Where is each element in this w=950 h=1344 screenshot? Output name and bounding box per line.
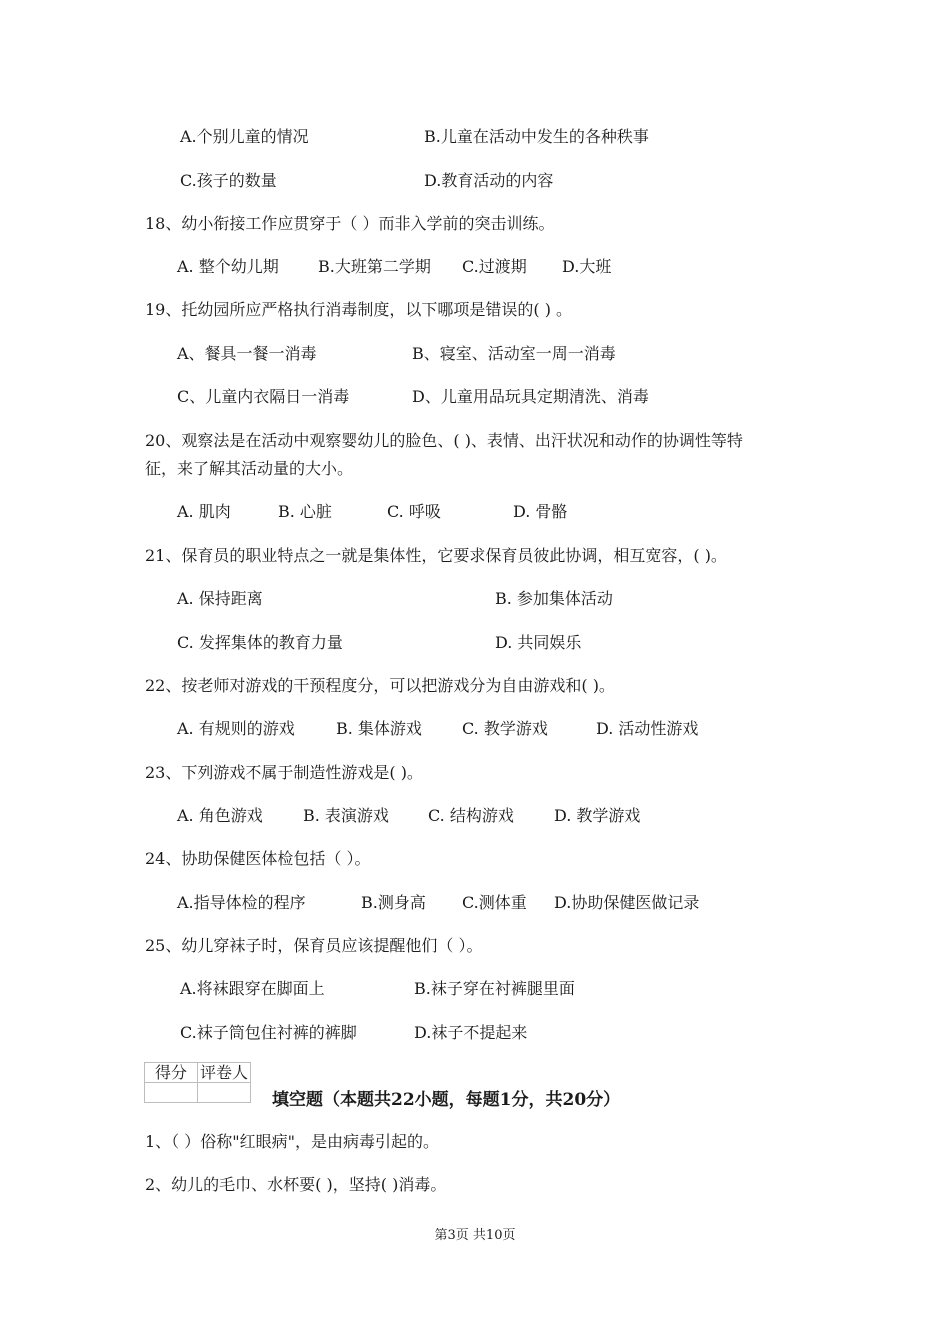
q19-option-b: B、寝室、活动室一周一消毒 (412, 344, 616, 363)
q17-option-b: B.儿童在活动中发生的各种秩事 (424, 127, 649, 146)
question-18-stem: 18、幼小衔接工作应贯穿于（ ）而非入学前的突击训练。 (145, 214, 555, 233)
q24-option-b: B.测身高 (361, 893, 426, 912)
q25-option-d: D.袜子不提起来 (414, 1023, 528, 1042)
score-cell[interactable] (145, 1083, 198, 1103)
fill-question-2: 2、幼儿的毛巾、水杯要( )，坚持( )消毒。 (145, 1175, 447, 1194)
q21-option-d: D. 共同娱乐 (495, 633, 582, 652)
q22-option-a: A. 有规则的游戏 (177, 719, 295, 738)
q17-option-a: A.个别儿童的情况 (180, 127, 309, 146)
q21-option-c: C. 发挥集体的教育力量 (177, 633, 343, 652)
question-23-stem: 23、下列游戏不属于制造性游戏是( )。 (145, 763, 423, 782)
q23-option-b: B. 表演游戏 (303, 806, 389, 825)
q20-option-d: D. 骨骼 (513, 502, 568, 521)
q23-option-a: A. 角色游戏 (177, 806, 263, 825)
page-footer: 第3页 共10页 (434, 1228, 516, 1243)
grader-label: 评卷人 (198, 1063, 251, 1083)
score-label: 得分 (145, 1063, 198, 1083)
q19-option-a: A、餐具一餐一消毒 (177, 344, 317, 363)
question-21-stem: 21、保育员的职业特点之一就是集体性，它要求保育员彼此协调，相互宽容，( )。 (145, 546, 727, 565)
question-19-stem: 19、托幼园所应严格执行消毒制度，以下哪项是错误的( ) 。 (145, 300, 573, 319)
q20-option-a: A. 肌肉 (177, 502, 231, 521)
q24-option-c: C.测体重 (462, 893, 527, 912)
question-25-stem: 25、幼儿穿袜子时，保育员应该提醒他们（ ）。 (145, 936, 483, 955)
question-22-stem: 22、按老师对游戏的干预程度分，可以把游戏分为自由游戏和( )。 (145, 676, 615, 695)
q22-option-c: C. 教学游戏 (462, 719, 548, 738)
q22-option-b: B. 集体游戏 (336, 719, 422, 738)
fill-question-1: 1、（ ）俗称"红眼病"，是由病毒引起的。 (145, 1132, 439, 1151)
q24-option-d: D.协助保健医做记录 (554, 893, 700, 912)
q25-option-a: A.将袜跟穿在脚面上 (180, 979, 325, 998)
section-title: 填空题（本题共22小题，每题1分，共20分） (272, 1090, 621, 1110)
q23-option-d: D. 教学游戏 (554, 806, 641, 825)
score-box (144, 1062, 251, 1103)
q25-option-c: C.袜子筒包住衬裤的裤脚 (180, 1023, 357, 1042)
q18-option-d: D.大班 (562, 257, 612, 276)
q22-option-d: D. 活动性游戏 (596, 719, 699, 738)
q25-option-b: B.袜子穿在衬裤腿里面 (414, 979, 575, 998)
q18-option-c: C.过渡期 (462, 257, 527, 276)
question-24-stem: 24、协助保健医体检包括（ ）。 (145, 849, 371, 868)
q18-option-a: A. 整个幼儿期 (177, 257, 279, 276)
q17-option-c: C.孩子的数量 (180, 171, 277, 190)
q19-option-c: C、儿童内衣隔日一消毒 (177, 387, 350, 406)
q20-option-b: B. 心脏 (278, 502, 332, 521)
q18-option-b: B.大班第二学期 (318, 257, 431, 276)
grader-cell[interactable] (198, 1083, 251, 1103)
question-20-stem-line1: 20、观察法是在活动中观察婴幼儿的脸色、( )、表情、出汗状况和动作的协调性等特 (145, 431, 743, 450)
q24-option-a: A.指导体检的程序 (177, 893, 306, 912)
q21-option-b: B. 参加集体活动 (495, 589, 613, 608)
q20-option-c: C. 呼吸 (387, 502, 441, 521)
q17-option-d: D.教育活动的内容 (424, 171, 554, 190)
q19-option-d: D、儿童用品玩具定期清洗、消毒 (412, 387, 649, 406)
question-20-stem-line2: 征，来了解其活动量的大小。 (145, 459, 354, 478)
q23-option-c: C. 结构游戏 (428, 806, 514, 825)
q21-option-a: A. 保持距离 (177, 589, 263, 608)
